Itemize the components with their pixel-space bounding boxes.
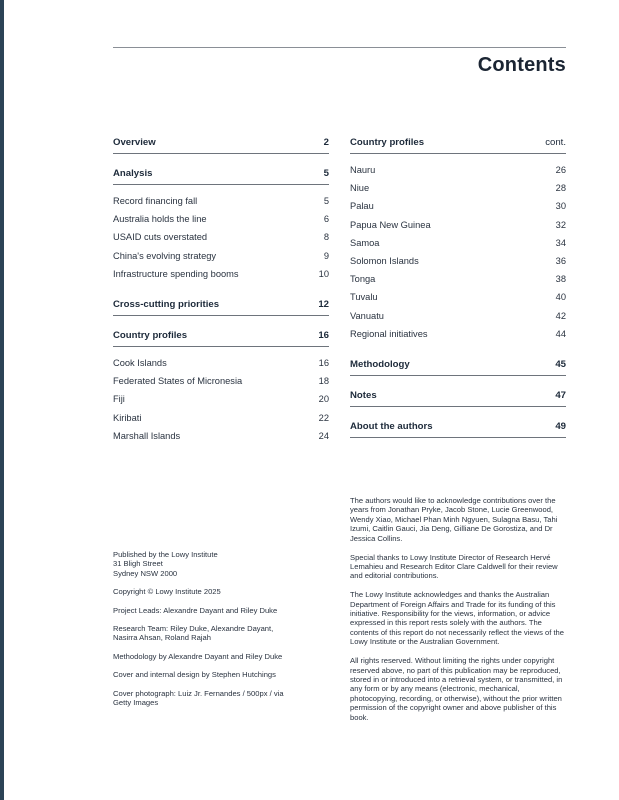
toc-section-label: Methodology — [350, 358, 410, 370]
toc-item-page: 38 — [555, 274, 566, 285]
toc-item-page: 9 — [323, 250, 329, 261]
toc-item-list — [113, 347, 329, 447]
toc-item[interactable] — [113, 409, 329, 427]
title-rule — [113, 47, 566, 48]
toc-section[interactable] — [350, 354, 566, 376]
toc-item-page: 8 — [323, 232, 329, 243]
toc-item[interactable] — [113, 247, 329, 265]
toc-section-page: cont. — [545, 137, 566, 148]
toc-item-page: 40 — [555, 292, 566, 303]
toc-item-label: Tuvalu — [350, 292, 378, 303]
toc-left-column — [113, 132, 329, 447]
methodology-credit: Methodology by Alexandre Dayant and Riley Duke — [113, 651, 283, 661]
toc-item-label: Infrastructure spending booms — [113, 268, 239, 279]
toc-item[interactable] — [350, 234, 566, 252]
toc-item-page: 42 — [555, 310, 566, 321]
publication-info — [113, 550, 333, 716]
toc-section-page: 12 — [318, 298, 329, 310]
rights-notice: All rights reserved. Without limiting the rights under copyright reserved above, no part of this publication may be reproduced, stored in or introduced into a retrieval system, or transmitted, in any form or by any means (electronic, mechanical, photocopying, recording, or otherwise), without the prior written permission of the copyright owner and above publisher of this book. — [350, 656, 563, 722]
research-team-line-1: Research Team: Riley Duke, Alexandre Dayant, — [113, 624, 274, 634]
toc-item-page: 16 — [318, 358, 329, 369]
toc-item-label: Samoa — [350, 237, 380, 248]
toc-item-page: 36 — [555, 256, 566, 267]
photo-credit — [113, 689, 333, 708]
toc-item-label: USAID cuts overstated — [113, 232, 208, 243]
toc-section-label: Country profiles — [113, 329, 188, 341]
toc-section-label: Overview — [113, 137, 156, 148]
toc-section[interactable] — [113, 325, 329, 347]
toc-item[interactable] — [350, 179, 566, 197]
toc-item[interactable] — [350, 252, 566, 270]
toc-item-label: Record financing fall — [113, 196, 198, 207]
page-title: Contents — [477, 54, 566, 76]
toc-section-page: 2 — [323, 137, 329, 148]
toc-section-page: 5 — [323, 168, 329, 179]
toc-item[interactable] — [113, 354, 329, 372]
toc-section-page: 49 — [555, 420, 566, 432]
toc-item[interactable] — [113, 192, 329, 210]
toc-section[interactable] — [113, 163, 329, 185]
toc-item-page: 30 — [555, 201, 566, 212]
toc-item-label: Palau — [350, 201, 374, 212]
toc-item[interactable] — [350, 270, 566, 288]
toc-item-page: 28 — [555, 183, 566, 194]
acknowledgements — [350, 496, 568, 732]
toc-item[interactable] — [350, 161, 566, 179]
toc-item[interactable] — [350, 325, 566, 343]
publisher-block — [113, 550, 333, 578]
toc-section-page: 47 — [555, 389, 566, 401]
toc-section-label: Country profiles — [350, 137, 425, 148]
design-credit: Cover and internal design by Stephen Hutchings — [113, 670, 276, 680]
toc-item[interactable] — [350, 216, 566, 234]
toc-item-label: Tonga — [350, 274, 376, 285]
toc-section[interactable] — [113, 132, 329, 154]
toc-item[interactable] — [113, 390, 329, 408]
toc-item-page: 32 — [555, 219, 566, 230]
toc-item-label: Niue — [350, 183, 370, 194]
city-address: Sydney NSW 2000 — [113, 568, 178, 578]
toc-section-label: Cross-cutting priorities — [113, 298, 220, 310]
toc-item[interactable] — [350, 197, 566, 215]
toc-item-label: Nauru — [350, 165, 376, 176]
toc-section-page: 45 — [555, 358, 566, 370]
toc-item-label: Federated States of Micronesia — [113, 376, 243, 387]
toc-item-label: Marshall Islands — [113, 430, 181, 441]
toc-section-label: About the authors — [350, 420, 433, 432]
photo-credit-line-2: Getty Images — [113, 698, 159, 708]
toc-section[interactable] — [113, 294, 329, 316]
toc-item-label: Australia holds the line — [113, 214, 207, 225]
special-thanks: Special thanks to Lowy Institute Director of Research Hervé Lemahieu and Research Editor Clare Caldwell for their review and editorial contributions. — [350, 552, 558, 581]
toc-item-page: 10 — [318, 268, 329, 279]
toc-item[interactable] — [113, 228, 329, 246]
toc-item-label: Kiribati — [113, 412, 142, 423]
toc-item-label: Vanuatu — [350, 310, 384, 321]
toc-item-list — [113, 185, 329, 285]
research-team-line-2: Nasirra Ahsan, Roland Rajah — [113, 633, 211, 643]
toc-item-page: 22 — [318, 412, 329, 423]
toc-section[interactable] — [350, 416, 566, 438]
toc-right-column — [350, 132, 566, 438]
toc-section-page: 16 — [318, 329, 329, 341]
dfat-acknowledgement: The Lowy Institute acknowledges and thanks the Australian Department of Foreign Affairs and Trade for its funding of this initiative. Responsibility for the views, information, or advice expressed in this report rests solely with the authors. The contents of this report do not necessarily reflect the views of the Lowy Institute or the Australian Government. — [350, 590, 565, 647]
toc-section-label: Analysis — [113, 168, 153, 179]
toc-item-page: 44 — [555, 328, 566, 339]
street-address: 31 Bligh Street — [113, 559, 163, 569]
toc-item-page: 18 — [318, 376, 329, 387]
toc-item[interactable] — [113, 265, 329, 283]
toc-item-page: 26 — [555, 165, 566, 176]
toc-item-label: Solomon Islands — [350, 256, 419, 267]
toc-item-page: 6 — [323, 214, 329, 225]
toc-item-label: Papua New Guinea — [350, 219, 431, 230]
toc-item[interactable] — [113, 210, 329, 228]
project-leads: Project Leads: Alexandre Dayant and Riley Duke — [113, 605, 278, 615]
publisher: Published by the Lowy Institute — [113, 550, 218, 559]
contributors-note: The authors would like to acknowledge contributions over the years from Jonathan Pryke, Jacob Stone, Lucie Greenwood, Wendy Xiao, Michael Phan Minh Ngyuen, Sulagna Basu, Tahi Izumi, Caitlin Gauci, Jia Deng, Gilliane De Gorostiza, and Dr Jessica Collins. — [350, 496, 558, 543]
toc-item-list — [350, 154, 566, 345]
toc-item-label: China's evolving strategy — [113, 250, 217, 261]
toc-item[interactable] — [350, 288, 566, 306]
toc-item[interactable] — [350, 307, 566, 325]
toc-item-page: 34 — [555, 237, 566, 248]
toc-section-label: Notes — [350, 389, 377, 401]
toc-item[interactable] — [113, 427, 329, 445]
toc-item-page: 20 — [318, 394, 329, 405]
copyright: Copyright © Lowy Institute 2025 — [113, 587, 221, 597]
toc-item-label: Fiji — [113, 394, 125, 405]
toc-item-label: Cook Islands — [113, 358, 167, 369]
page-spine — [0, 0, 4, 800]
toc-section[interactable] — [350, 385, 566, 407]
toc-item-page: 5 — [323, 196, 329, 207]
toc-item-label: Regional initiatives — [350, 328, 428, 339]
photo-credit-line-1: Cover photograph: Luiz Jr. Fernandes / 500px / via — [113, 688, 284, 698]
toc-item-page: 24 — [318, 430, 329, 441]
toc-section[interactable] — [350, 132, 566, 154]
toc-item[interactable] — [113, 372, 329, 390]
research-team — [113, 624, 333, 643]
